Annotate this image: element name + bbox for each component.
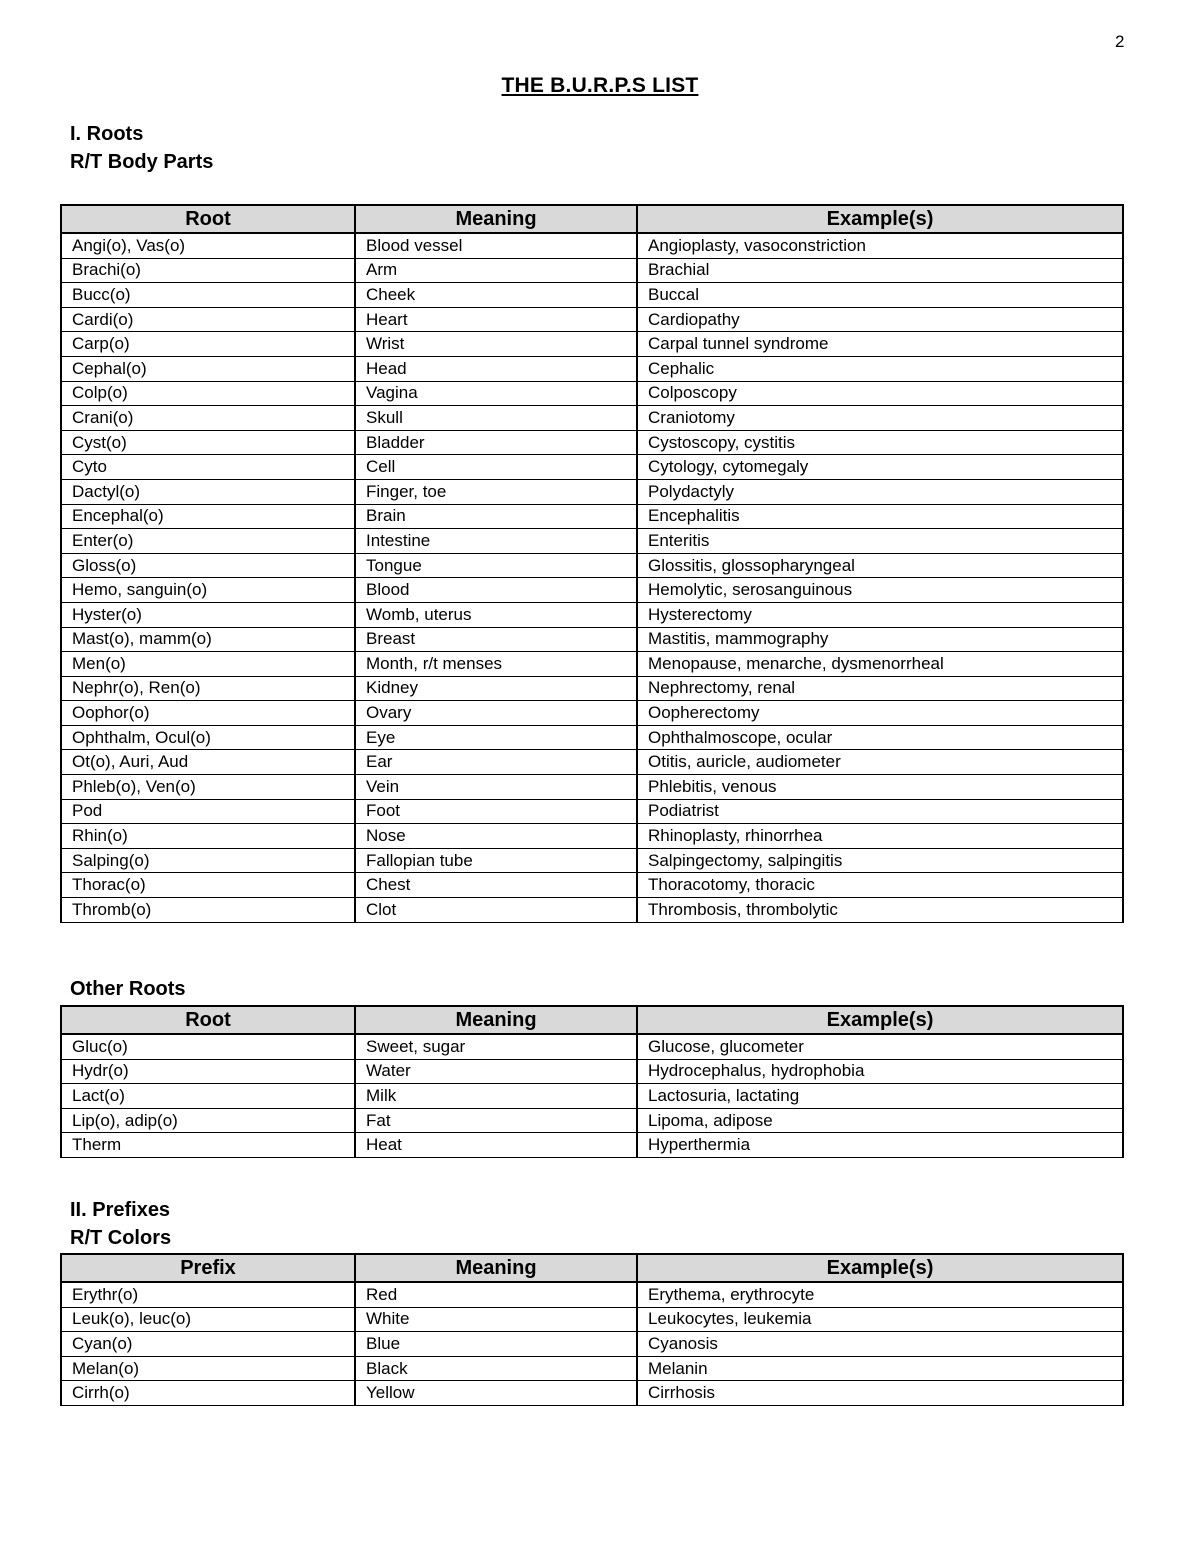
table-cell: Mast(o), mamm(o) xyxy=(61,627,355,652)
table-cell: Nephrectomy, renal xyxy=(637,676,1123,701)
column-header: Meaning xyxy=(355,1254,637,1282)
table-cell: Clot xyxy=(355,898,637,923)
column-header: Root xyxy=(61,205,355,233)
table-cell: Cheek xyxy=(355,283,637,308)
table-cell: Blood vessel xyxy=(355,233,637,258)
table-cell: Gluc(o) xyxy=(61,1034,355,1059)
table-cell: Nose xyxy=(355,824,637,849)
table-cell: Vein xyxy=(355,775,637,800)
table-cell: Lactosuria, lactating xyxy=(637,1084,1123,1109)
table-cell: Hysterectomy xyxy=(637,602,1123,627)
table-cell: Tongue xyxy=(355,553,637,578)
table-row xyxy=(61,1084,1123,1109)
table-cell: Dactyl(o) xyxy=(61,479,355,504)
table-row xyxy=(61,1108,1123,1133)
table-cell: Carp(o) xyxy=(61,332,355,357)
table-cell: Hyster(o) xyxy=(61,602,355,627)
table-row xyxy=(61,848,1123,873)
table-cell: Eye xyxy=(355,725,637,750)
page-number: 2 xyxy=(1115,32,1125,51)
table-cell: Fallopian tube xyxy=(355,848,637,873)
table-header-row xyxy=(61,1254,1123,1282)
subheading-colors: R/T Colors xyxy=(70,1227,172,1249)
table-cell: Lact(o) xyxy=(61,1084,355,1109)
table-cell: Ophthalm, Ocul(o) xyxy=(61,725,355,750)
table-cell: Cystoscopy, cystitis xyxy=(637,430,1123,455)
table-row xyxy=(61,553,1123,578)
table-cell: Glucose, glucometer xyxy=(637,1034,1123,1059)
table-row xyxy=(61,1381,1123,1406)
table-cell: Wrist xyxy=(355,332,637,357)
table-cell: Blood xyxy=(355,578,637,603)
table-cell: Lip(o), adip(o) xyxy=(61,1108,355,1133)
table-cell: Craniotomy xyxy=(637,406,1123,431)
table-cell: Heat xyxy=(355,1133,637,1158)
table-cell: Head xyxy=(355,356,637,381)
table-cell: Phlebitis, venous xyxy=(637,775,1123,800)
table-cell: Finger, toe xyxy=(355,479,637,504)
table-cell: Kidney xyxy=(355,676,637,701)
table-row xyxy=(61,504,1123,529)
table-cell: Thrombosis, thrombolytic xyxy=(637,898,1123,923)
table-cell: Cirrhosis xyxy=(637,1381,1123,1406)
table-cell: Melan(o) xyxy=(61,1356,355,1381)
table-cell: Month, r/t menses xyxy=(355,652,637,677)
table-cell: Leuk(o), leuc(o) xyxy=(61,1307,355,1332)
table-cell: Red xyxy=(355,1282,637,1307)
table-row xyxy=(61,307,1123,332)
table-cell: Ear xyxy=(355,750,637,775)
table-cell: Womb, uterus xyxy=(355,602,637,627)
table-cell: Fat xyxy=(355,1108,637,1133)
table-cell: Black xyxy=(355,1356,637,1381)
table-row xyxy=(61,1059,1123,1084)
table-cell: Gloss(o) xyxy=(61,553,355,578)
column-header: Prefix xyxy=(61,1254,355,1282)
table-cell: Intestine xyxy=(355,529,637,554)
document-title: THE B.U.R.P.S LIST xyxy=(501,74,699,97)
color-prefixes-table xyxy=(60,1253,1124,1406)
table-cell: Milk xyxy=(355,1084,637,1109)
column-header: Meaning xyxy=(355,1006,637,1034)
column-header: Example(s) xyxy=(637,205,1123,233)
table-cell: Cephal(o) xyxy=(61,356,355,381)
column-header: Root xyxy=(61,1006,355,1034)
table-row xyxy=(61,529,1123,554)
table-row xyxy=(61,258,1123,283)
table-cell: Hemolytic, serosanguinous xyxy=(637,578,1123,603)
table-row xyxy=(61,1133,1123,1158)
table-row xyxy=(61,283,1123,308)
table-header-row xyxy=(61,1006,1123,1034)
table-cell: Cephalic xyxy=(637,356,1123,381)
table-cell: Therm xyxy=(61,1133,355,1158)
subheading-other-roots: Other Roots xyxy=(70,978,186,1000)
table-cell: Cyto xyxy=(61,455,355,480)
table-cell: Brachi(o) xyxy=(61,258,355,283)
table-row xyxy=(61,750,1123,775)
table-row xyxy=(61,873,1123,898)
table-cell: Salpingectomy, salpingitis xyxy=(637,848,1123,873)
subheading-body-parts: R/T Body Parts xyxy=(70,151,214,173)
table-cell: Nephr(o), Ren(o) xyxy=(61,676,355,701)
table-cell: Colposcopy xyxy=(637,381,1123,406)
table-cell: Lipoma, adipose xyxy=(637,1108,1123,1133)
table-row xyxy=(61,479,1123,504)
table-header-row xyxy=(61,205,1123,233)
table-cell: Thoracotomy, thoracic xyxy=(637,873,1123,898)
table-cell: Sweet, sugar xyxy=(355,1034,637,1059)
table-cell: Blue xyxy=(355,1332,637,1357)
other-roots-table xyxy=(60,1005,1124,1158)
table-row xyxy=(61,602,1123,627)
table-cell: Foot xyxy=(355,799,637,824)
table-cell: Menopause, menarche, dysmenorrheal xyxy=(637,652,1123,677)
table-cell: Hydrocephalus, hydrophobia xyxy=(637,1059,1123,1084)
table-row xyxy=(61,1356,1123,1381)
table-cell: Leukocytes, leukemia xyxy=(637,1307,1123,1332)
table-cell: Polydactyly xyxy=(637,479,1123,504)
table-row xyxy=(61,1282,1123,1307)
column-header: Example(s) xyxy=(637,1254,1123,1282)
table-cell: Cardiopathy xyxy=(637,307,1123,332)
table-row xyxy=(61,627,1123,652)
table-cell: Cytology, cytomegaly xyxy=(637,455,1123,480)
table-row xyxy=(61,676,1123,701)
table-cell: Pod xyxy=(61,799,355,824)
table-cell: Ot(o), Auri, Aud xyxy=(61,750,355,775)
table-cell: Colp(o) xyxy=(61,381,355,406)
body-parts-roots-table xyxy=(60,204,1124,923)
table-row xyxy=(61,652,1123,677)
table-cell: Cyst(o) xyxy=(61,430,355,455)
table-row xyxy=(61,455,1123,480)
table-row xyxy=(61,381,1123,406)
table-cell: Water xyxy=(355,1059,637,1084)
table-cell: Ophthalmoscope, ocular xyxy=(637,725,1123,750)
table-cell: Encephalitis xyxy=(637,504,1123,529)
table-cell: Glossitis, glossopharyngeal xyxy=(637,553,1123,578)
section-heading-roots: I. Roots xyxy=(70,123,144,145)
table-row xyxy=(61,701,1123,726)
table-row xyxy=(61,332,1123,357)
table-cell: Mastitis, mammography xyxy=(637,627,1123,652)
table-cell: Men(o) xyxy=(61,652,355,677)
table-cell: Brain xyxy=(355,504,637,529)
table-cell: Hydr(o) xyxy=(61,1059,355,1084)
table-cell: Angioplasty, vasoconstriction xyxy=(637,233,1123,258)
table-cell: Hyperthermia xyxy=(637,1133,1123,1158)
table-cell: Podiatrist xyxy=(637,799,1123,824)
table-cell: Buccal xyxy=(637,283,1123,308)
table-row xyxy=(61,406,1123,431)
table-cell: Salping(o) xyxy=(61,848,355,873)
column-header: Meaning xyxy=(355,205,637,233)
table-cell: Rhin(o) xyxy=(61,824,355,849)
table-cell: Enter(o) xyxy=(61,529,355,554)
table-cell: Carpal tunnel syndrome xyxy=(637,332,1123,357)
table-cell: Thromb(o) xyxy=(61,898,355,923)
table-cell: Bucc(o) xyxy=(61,283,355,308)
table-cell: Cyan(o) xyxy=(61,1332,355,1357)
table-cell: Vagina xyxy=(355,381,637,406)
table-cell: Cell xyxy=(355,455,637,480)
table-cell: Oophor(o) xyxy=(61,701,355,726)
table-row xyxy=(61,799,1123,824)
table-cell: Erythr(o) xyxy=(61,1282,355,1307)
table-cell: Phleb(o), Ven(o) xyxy=(61,775,355,800)
section-heading-prefixes: II. Prefixes xyxy=(70,1199,171,1221)
table-cell: Bladder xyxy=(355,430,637,455)
table-cell: Breast xyxy=(355,627,637,652)
table-cell: Erythema, erythrocyte xyxy=(637,1282,1123,1307)
table-row xyxy=(61,1332,1123,1357)
table-cell: Thorac(o) xyxy=(61,873,355,898)
table-cell: Oopherectomy xyxy=(637,701,1123,726)
table-cell: Encephal(o) xyxy=(61,504,355,529)
table-row xyxy=(61,356,1123,381)
table-cell: Heart xyxy=(355,307,637,332)
table-row xyxy=(61,775,1123,800)
table-row xyxy=(61,725,1123,750)
table-cell: Crani(o) xyxy=(61,406,355,431)
table-cell: Arm xyxy=(355,258,637,283)
table-cell: Angi(o), Vas(o) xyxy=(61,233,355,258)
table-row xyxy=(61,578,1123,603)
table-row xyxy=(61,430,1123,455)
table-cell: Hemo, sanguin(o) xyxy=(61,578,355,603)
table-cell: Ovary xyxy=(355,701,637,726)
table-row xyxy=(61,898,1123,923)
table-row xyxy=(61,824,1123,849)
table-cell: Brachial xyxy=(637,258,1123,283)
table-cell: Cirrh(o) xyxy=(61,1381,355,1406)
table-cell: Chest xyxy=(355,873,637,898)
table-cell: Rhinoplasty, rhinorrhea xyxy=(637,824,1123,849)
table-cell: Skull xyxy=(355,406,637,431)
column-header: Example(s) xyxy=(637,1006,1123,1034)
table-cell: Cyanosis xyxy=(637,1332,1123,1357)
table-row xyxy=(61,1307,1123,1332)
table-cell: Otitis, auricle, audiometer xyxy=(637,750,1123,775)
table-row xyxy=(61,1034,1123,1059)
table-cell: Melanin xyxy=(637,1356,1123,1381)
table-cell: Enteritis xyxy=(637,529,1123,554)
table-row xyxy=(61,233,1123,258)
table-cell: White xyxy=(355,1307,637,1332)
table-cell: Yellow xyxy=(355,1381,637,1406)
table-cell: Cardi(o) xyxy=(61,307,355,332)
